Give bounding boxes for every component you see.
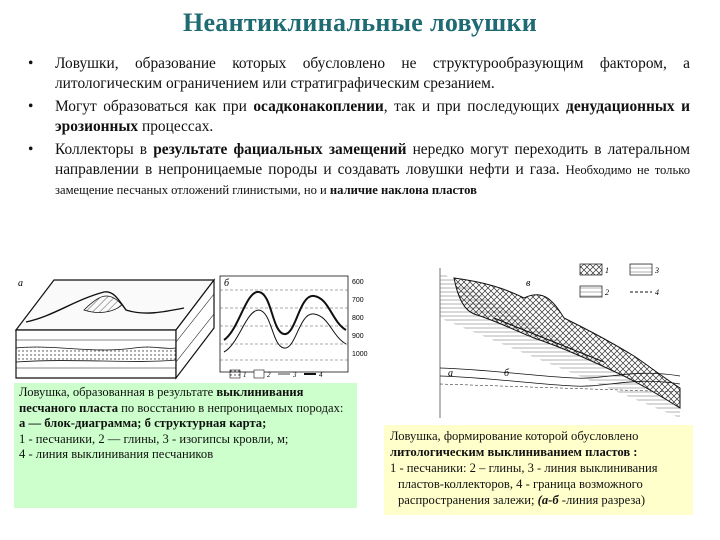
bullet-2-text: , так и при последующих bbox=[383, 98, 567, 115]
contour-label: 600 bbox=[352, 279, 364, 286]
contour-label: 800 bbox=[352, 315, 364, 322]
caption-left bbox=[14, 383, 357, 508]
bullet-1 bbox=[28, 54, 690, 94]
page-title: Неантиклинальные ловушки bbox=[182, 8, 538, 37]
fig-right-label-a: а bbox=[448, 368, 453, 379]
caption-right-text: -линия разреза) bbox=[558, 493, 646, 507]
bullet-list bbox=[28, 54, 690, 200]
contour-label: 700 bbox=[352, 297, 364, 304]
legend-num: 2 bbox=[267, 371, 271, 379]
caption-left-bold: выклинивания песчаного пласта bbox=[19, 385, 304, 415]
bullet-1-text: Ловушки, образование которых обусловлено не структурообразующим фактором, а литологическим ограничением или стратиграфическим срезанием. bbox=[55, 55, 690, 92]
bullet-2-bold-1: осадконакоплении bbox=[253, 98, 384, 115]
bullet-3-bold: результате фациальных замещений bbox=[153, 141, 407, 158]
bullet-marker: • bbox=[28, 141, 34, 158]
fig-left-label-b: б bbox=[224, 278, 230, 289]
caption-right-line: пластов-коллекторов, 4 - граница возможного bbox=[398, 477, 643, 491]
bullet-3-text: нередко могут переходить в латеральном направлении в непроницаемые породы и создавать ловушки нефти и газа. bbox=[55, 141, 690, 178]
legend-num: 3 bbox=[655, 266, 659, 275]
bullet-marker: • bbox=[28, 98, 34, 115]
note-bold: наличие наклона пластов bbox=[329, 183, 477, 197]
caption-right-line bbox=[390, 492, 687, 508]
legend-num: 1 bbox=[605, 266, 609, 275]
contour-label: 900 bbox=[352, 333, 364, 340]
left-figure bbox=[14, 270, 374, 382]
structural-map bbox=[220, 276, 368, 372]
note-text: Необходимо не только замещение песчаных отложений глинистыми, но и bbox=[55, 163, 690, 197]
caption-left-text: Ловушка, образованная в результате bbox=[19, 385, 217, 399]
legend-num: 3 bbox=[293, 371, 297, 379]
caption-left-line-a: а — блок-диаграмма; б структурная карта; bbox=[19, 416, 267, 430]
right-legend bbox=[580, 264, 659, 297]
caption-right-section: (а-б bbox=[537, 493, 559, 507]
fig-left-label-a: a bbox=[18, 278, 23, 289]
right-figure bbox=[434, 258, 690, 422]
caption-right-line: Ловушка, формирование которой обусловлено bbox=[390, 429, 639, 443]
bullet-2 bbox=[28, 97, 690, 137]
bullet-2-text: Могут образоваться как при bbox=[55, 98, 254, 115]
legend-num: 2 bbox=[605, 288, 609, 297]
caption-right-line: 1 - песчаники: 2 – глины, 3 - линия выклинивания bbox=[390, 461, 658, 475]
caption-right-bold: литологическим выклиниванием пластов : bbox=[390, 445, 638, 459]
caption-left-text: по восстанию в непроницаемых породах: bbox=[118, 400, 344, 415]
bullet-2-text: процессах. bbox=[138, 118, 214, 135]
caption-right bbox=[384, 425, 693, 515]
legend-num: 4 bbox=[655, 288, 659, 297]
caption-left-line-2: 4 - линия выклинивания песчаников bbox=[19, 447, 214, 461]
bullet-2-bold-2: денудационных и эрозионных bbox=[55, 98, 690, 135]
bullet-marker: • bbox=[28, 55, 34, 72]
bullet-3 bbox=[28, 140, 690, 200]
caption-right-line-bold bbox=[390, 444, 687, 460]
contour-label: 1000 bbox=[352, 351, 368, 358]
section-diagram bbox=[440, 268, 680, 418]
legend-num: 4 bbox=[319, 371, 323, 379]
block-diagram bbox=[16, 278, 214, 378]
caption-right-text: распространения залежи; bbox=[398, 493, 538, 507]
fig-right-label-b: б bbox=[504, 368, 510, 379]
fig-right-label-v: в bbox=[526, 278, 531, 289]
caption-left-line-1: 1 - песчаники, 2 — глины, 3 - изогипсы кровли, м; bbox=[19, 431, 289, 446]
bullet-3-text: Коллекторы в bbox=[55, 141, 154, 158]
legend-num: 1 bbox=[243, 371, 247, 379]
